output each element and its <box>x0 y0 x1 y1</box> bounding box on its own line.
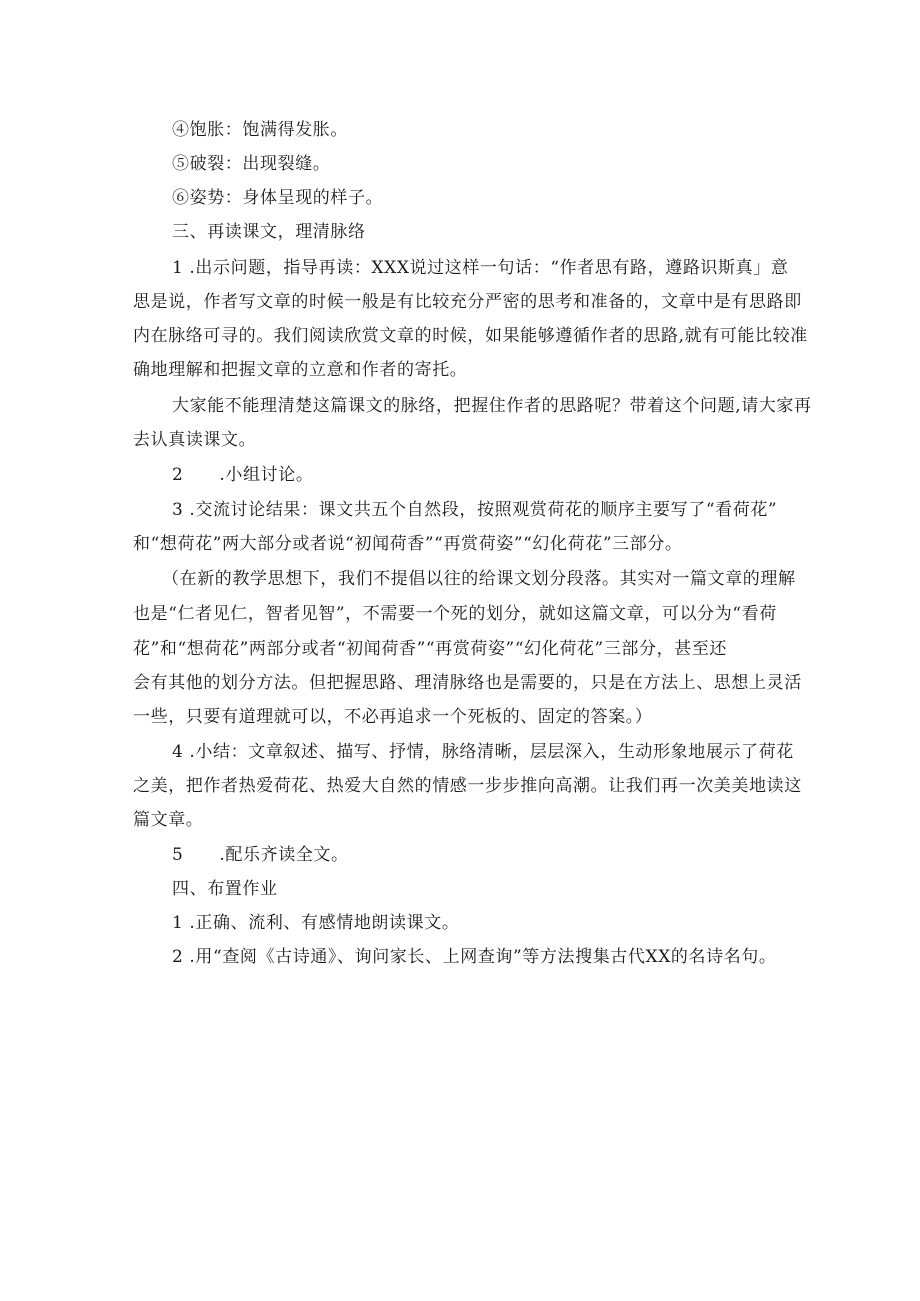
paragraph-line: 4 .小结：文章叙述、描写、抒情，脉络清晰，层层深入，生动形象地展示了荷花 <box>172 742 794 762</box>
paragraph-line: 之美，把作者热爱荷花、热爱大自然的情感一步步推向高潮。让我们再一次美美地读这 <box>133 776 802 796</box>
homework-item-1: 1 .正确、流利、有感情地朗读课文。 <box>172 913 460 933</box>
paragraph-line: 花”和“想荷花”两部分或者“初闻荷香”“再赏荷姿”“幻化荷花”三部分，甚至还 <box>133 639 728 659</box>
vocab-item-5: ⑤破裂：出现裂缝。 <box>172 154 331 174</box>
paragraph-line: 一些，只要有道理就可以，不必再追求一个死板的、固定的答案。） <box>133 707 653 727</box>
paragraph-line: 去认真读课文。 <box>133 430 257 450</box>
section-heading-3: 三、再读课文，理清脉络 <box>172 222 366 242</box>
vocab-item-4: ④饱胀：饱满得发胀。 <box>172 120 348 140</box>
paragraph-line: 确地理解和把握文章的立意和作者的寄托。 <box>133 360 468 380</box>
paragraph-line: （在新的教学思想下，我们不提倡以往的给课文划分段落。其实对一篇文章的理解 <box>162 569 796 589</box>
list-text: .配乐齐读全文。 <box>219 845 349 865</box>
list-item-5 <box>172 838 812 873</box>
paragraph-line: 1 .出示问题，指导再读：XXX说过这样一句话：“作者思有路，遵路识斯真」意 <box>172 258 789 278</box>
paragraph-line: 和“想荷花”两大部分或者说“初闻荷香”“再赏荷姿”“幻化荷花”三部分。 <box>133 534 683 554</box>
paragraph-line: 会有其他的划分方法。但把握思路、理清脉络也是需要的，只是在方法上、思想上灵活 <box>133 673 802 693</box>
section-heading-4: 四、布置作业 <box>172 879 278 899</box>
list-number: 5 <box>172 845 184 865</box>
paragraph-line: 3 .交流讨论结果：课文共五个自然段，按照观赏荷花的顺序主要写了“看荷花” <box>172 500 778 520</box>
paragraph-line: 篇文章。 <box>133 810 204 830</box>
list-item-2 <box>172 458 812 493</box>
paragraph-line: 内在脉络可寻的。我们阅读欣赏文章的时候，如果能够遵循作者的思路,就有可能比较准 <box>133 326 808 346</box>
homework-item-2: 2 .用“查阅《古诗通》、询问家长、上网查询”等方法搜集古代XX的名诗名句。 <box>172 947 777 967</box>
list-text: .小组讨论。 <box>219 465 314 485</box>
list-number: 2 <box>172 465 184 485</box>
paragraph-line: 思是说，作者写文章的时候一般是有比较充分严密的思考和准备的，文章中是有思路即 <box>133 292 802 312</box>
paragraph-line: 大家能不能理清楚这篇课文的脉络，把握住作者的思路呢？带着这个问题,请大家再 <box>172 396 812 416</box>
paragraph-line: 也是“仁者见仁，智者见智”，不需要一个死的划分，就如这篇文章，可以分为“看荷 <box>133 604 777 624</box>
vocab-item-6: ⑥姿势：身体呈现的样子。 <box>172 188 384 208</box>
